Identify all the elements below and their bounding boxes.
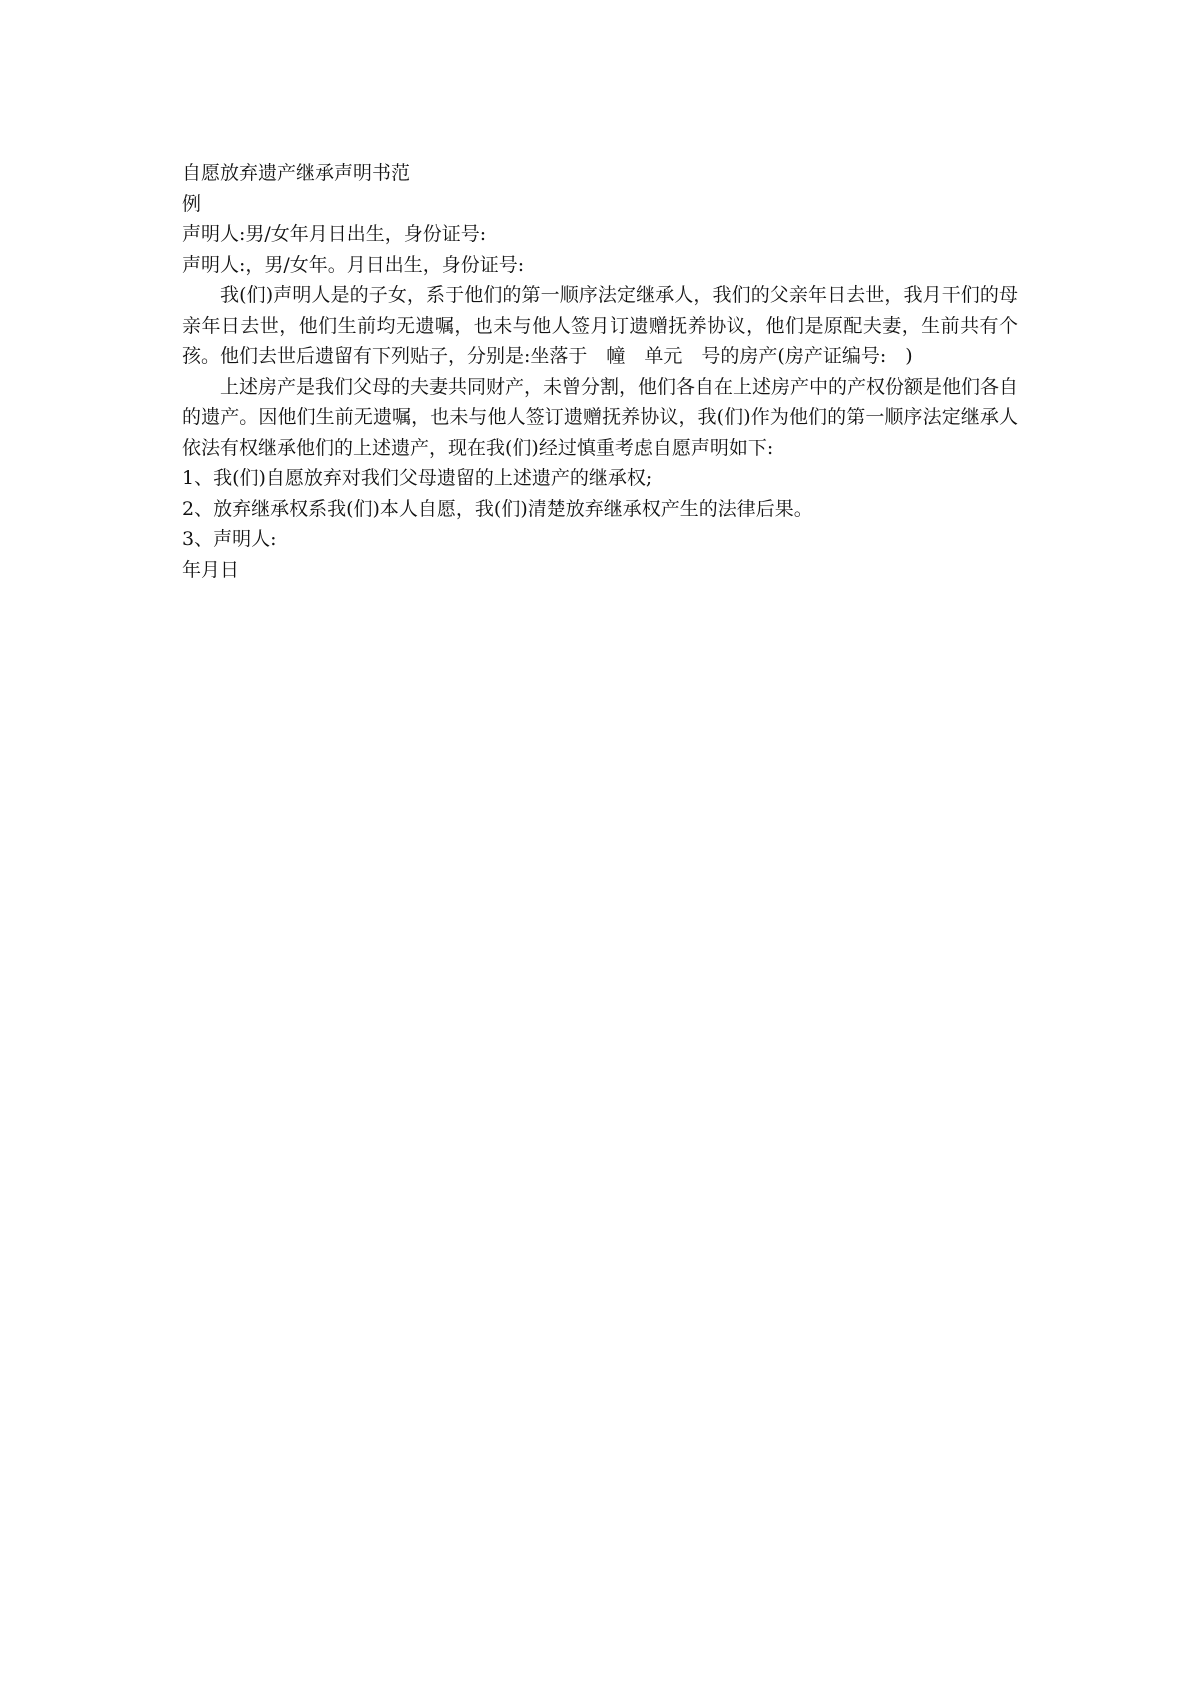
declarant-line-2: 声明人:，男/女年。月日出生，身份证号: (182, 253, 525, 276)
document-title-line-1: 自愿放弃遗产继承声明书范 (182, 162, 411, 184)
declaration-item-2: 2、放弃继承权系我(们)本人自愿，我(们)清楚放弃继承权产生的法律后果。 (182, 497, 813, 520)
statement-paragraph-1: 我(们)声明人是的子女，系于他们的第一顺序法定继承人，我们的父亲年日去世，我月干们的母亲年日去世，他们生前均无遗嘱，也未与他人签月订遗赠抚养协议，他们是原配夫妻，生前共有个孩。他们去世后遗留有下列贴子，分别是:坐落于 幢 单元 号的房产(房产证编号: ) (182, 284, 1018, 367)
document-body (182, 158, 1018, 585)
declaration-item-1: 1、我(们)自愿放弃对我们父母遗留的上述遗产的继承权; (182, 467, 653, 489)
declaration-item-3: 3、声明人: (182, 528, 277, 550)
document-title-line-2: 例 (182, 192, 202, 215)
declarant-line-1: 声明人:男/女年月日出生，身份证号: (182, 223, 487, 245)
statement-paragraph-2: 上述房产是我们父母的夫妻共同财产，未曾分割，他们各自在上述房产中的产权份额是他们各自的遗产。因他们生前无遗嘱，也未与他人签订遗赠抚养协议，我(们)作为他们的第一顺序法定继承人依法有权继承他们的上述遗产，现在我(们)经过慎重考虑自愿声明如下: (182, 375, 1019, 459)
date-line: 年月日 (182, 558, 240, 581)
